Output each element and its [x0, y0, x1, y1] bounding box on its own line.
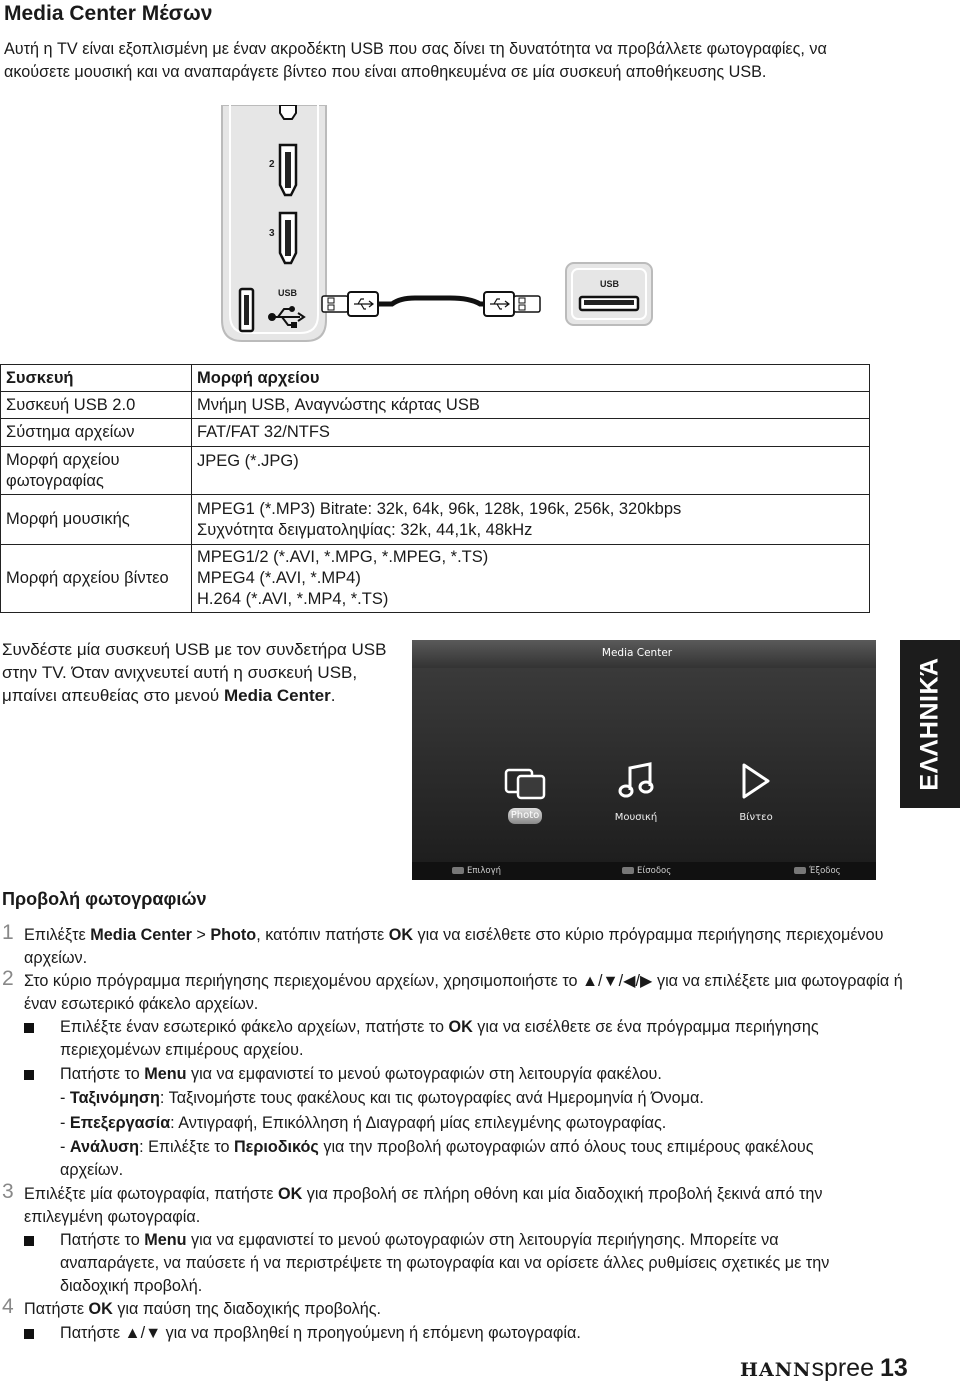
language-tab	[900, 640, 960, 808]
tv-side-panel	[222, 105, 326, 341]
text: : Ταξινομήστε τους φακέλους και τις φωτογραφίες ανά Ημερομηνία ή Όνομα.	[159, 1089, 704, 1107]
text: Πατήστε το	[60, 1231, 145, 1249]
intro-paragraph: Αυτή η TV είναι εξοπλισμένη με έναν ακροδέκτη USB που σας δίνει τη δυνατότητα να προβάλλετε φωτογραφίες, να ακούσετε μουσική και να αναπαράγετε βίντεο που είναι αποθηκευμένα σε μία συσκευή αποθήκευσης USB.	[4, 40, 827, 81]
mc-title: Media Center	[601, 647, 673, 659]
step-number: 3	[2, 1180, 14, 1203]
hdmi-port-2	[280, 145, 296, 195]
connect-paragraph	[2, 638, 397, 707]
text: -	[60, 1138, 70, 1156]
language-tab-label: ΕΛΛΗΝΙΚΆ	[915, 657, 944, 791]
usb-connection-diagram	[0, 105, 960, 345]
sub-item	[60, 1112, 840, 1135]
table-cell-label: Μορφή αρχείου βίντεο	[1, 545, 192, 613]
text: Στο κύριο πρόγραμμα περιήγησης περιεχομένου αρχείων, χρησιμοποιήστε το ▲/▼/◀/▶ για να επιλέξετε μια φωτογραφία ή έναν εσωτερικό φάκελο αρχείων.	[24, 972, 903, 1013]
arrow-key-icon	[452, 867, 464, 874]
table-cell-value: Μνήμη USB, Αναγνώστης κάρτας USB	[192, 392, 870, 419]
port-label-2: 2	[269, 159, 275, 170]
bullet-square-icon	[24, 1070, 34, 1080]
text: για να εμφανιστεί το μενού φωτογραφιών στη λειτουργία περιήγησης. Μπορείτε να αναπαράγετε, να παύσετε ή να περιστρέψετε τη φωτογραφία και να ορίσετε άλλες ρυθμίσεις σχετικές με την διαδοχική προβολή.	[60, 1231, 830, 1295]
media-center-screen	[412, 640, 876, 880]
value-line: MPEG4 (*.AVI, *.MP4)	[197, 569, 361, 587]
section-title: Προβολή φωτογραφιών	[2, 889, 207, 909]
text: για να εισέλθετε σε ένα πρόγραμμα περιήγησης περιεχομένων επιμέρους αρχείου.	[60, 1018, 819, 1059]
bold-text: Περιοδικός	[233, 1138, 319, 1156]
page-number: 13	[879, 1354, 908, 1382]
table-row	[1, 392, 870, 419]
table-cell-value	[192, 545, 870, 613]
bold-text: Media Center	[90, 926, 192, 944]
bold-text: OK	[277, 1185, 303, 1203]
text: Επιλέξτε	[24, 926, 91, 944]
text: για να εισέλθετε στο κύριο πρόγραμμα περιήγησης περιεχομένου αρχείων.	[24, 926, 884, 967]
brand-footer	[740, 1354, 908, 1383]
step-2	[2, 967, 904, 1016]
video-play-icon	[740, 762, 772, 800]
text: για να εμφανιστεί το μενού φωτογραφιών στη λειτουργία φακέλου.	[186, 1065, 662, 1083]
hdmi-port-3	[280, 213, 296, 263]
connect-text: Συνδέστε μία συσκευή USB με τον συνδετήρα USB στην TV. Όταν ανιχνευτεί αυτή η συσκευή USB, μπαίνει απευθείας στο μενού	[2, 640, 387, 705]
bold-text: OK	[388, 926, 414, 944]
usb-label-tv: USB	[278, 288, 298, 298]
table-cell-label: Σύστημα αρχείων	[1, 419, 192, 447]
text: : Επιλέξτε το	[139, 1138, 234, 1156]
text: -	[60, 1114, 70, 1132]
text: , κατόπιν πατήστε	[256, 926, 389, 944]
bold-text: Ανάλυση	[69, 1138, 140, 1156]
mc-header	[412, 640, 876, 668]
brand-logo-spree: spree	[811, 1354, 874, 1382]
bullet-item	[60, 1229, 880, 1298]
value-line: MPEG1 (*.MP3) Bitrate: 32k, 64k, 96k, 128k, 196k, 256k, 320kbps	[197, 499, 682, 518]
bold-text: Ταξινόμηση	[69, 1089, 160, 1107]
bullet-square-icon	[24, 1023, 34, 1033]
bold-text: Photo	[210, 926, 257, 944]
spec-table	[0, 364, 870, 613]
mc-footer-label: Είσοδος	[637, 866, 672, 876]
usb-device	[566, 263, 652, 325]
text: Επιλέξτε μία φωτογραφία, πατήστε	[24, 1185, 278, 1203]
connect-bold: Media Center	[223, 686, 331, 705]
mc-item-music[interactable]: Μουσική	[614, 812, 658, 823]
usb-cable	[322, 292, 540, 316]
text: για την προβολή φωτογραφιών από όλους τους επιμέρους φακέλους αρχείων.	[60, 1138, 814, 1179]
mc-footer-select	[452, 866, 501, 876]
text: >	[191, 926, 211, 944]
table-cell-label: Μορφή μουσικής	[1, 495, 192, 545]
mc-footer-label: Έξοδος	[809, 866, 841, 876]
value-line: H.264 (*.AVI, *.MP4, *.TS)	[197, 590, 389, 608]
table-header-cell: Μορφή αρχείου	[192, 365, 870, 392]
table-cell-value: FAT/FAT 32/NTFS	[192, 419, 870, 447]
table-row	[1, 447, 870, 495]
table-header-cell: Συσκευή	[1, 365, 192, 392]
text: Επιλέξτε έναν εσωτερικό φάκελο αρχείων, πατήστε το	[60, 1018, 449, 1036]
sub-item	[60, 1136, 840, 1182]
tv-usb-port	[240, 289, 253, 331]
bold-text: Menu	[144, 1065, 187, 1083]
table-header-row	[1, 365, 870, 392]
table-row	[1, 419, 870, 447]
bold-text: OK	[448, 1018, 473, 1036]
ok-key-icon	[622, 867, 634, 874]
sub-item	[60, 1087, 840, 1110]
hdmi-port-1	[280, 105, 296, 119]
mc-footer-exit	[794, 866, 841, 876]
table-row	[1, 495, 870, 545]
step-1	[2, 921, 904, 970]
bullet-square-icon	[24, 1236, 34, 1246]
text: Πατήστε	[24, 1300, 89, 1318]
text: για παύση της διαδοχικής προβολής.	[112, 1300, 382, 1318]
mc-item-photo[interactable]: Photo	[508, 808, 542, 824]
mc-footer-label: Επιλογή	[467, 866, 502, 876]
table-cell-label: Μορφή αρχείου φωτογραφίας	[1, 447, 192, 495]
step-number: 2	[2, 967, 14, 990]
music-note-icon	[618, 762, 654, 800]
table-cell-value	[192, 495, 870, 545]
page-title: Media Center Μέσων	[4, 2, 213, 25]
port-label-3: 3	[269, 228, 275, 239]
text: -	[60, 1089, 70, 1107]
text: : Αντιγραφή, Επικόλληση ή Διαγραφή μίας επιλεγμένης φωτογραφίας.	[170, 1114, 667, 1132]
step-4	[2, 1295, 904, 1321]
table-cell-value: JPEG (*.JPG)	[192, 447, 870, 495]
bullet-item	[60, 1063, 880, 1086]
bullet-item	[60, 1322, 880, 1345]
value-line: MPEG1/2 (*.AVI, *.MPG, *.MPEG, *.TS)	[197, 548, 489, 566]
mc-item-video[interactable]: Βίντεο	[739, 812, 773, 823]
brand-logo-hann: HANN	[740, 1359, 812, 1381]
step-number: 1	[2, 921, 14, 944]
table-cell-label: Συσκευή USB 2.0	[1, 392, 192, 419]
exit-key-icon	[794, 867, 806, 874]
bold-text: Επεξεργασία	[69, 1114, 171, 1132]
photo-icon	[504, 766, 546, 802]
step-number: 4	[2, 1295, 14, 1318]
table-row	[1, 545, 870, 613]
mc-body	[412, 668, 876, 863]
connect-end: .	[330, 686, 336, 705]
value-line: Συχνότητα δειγματοληψίας: 32k, 44,1k, 48kHz	[197, 520, 533, 539]
text: Πατήστε το	[60, 1065, 145, 1083]
mc-footer-enter	[622, 866, 671, 876]
step-3	[2, 1180, 904, 1229]
usb-label-device: USB	[600, 279, 620, 289]
text: Πατήστε ▲/▼ για να προβληθεί η προηγούμενη ή επόμενη φωτογραφία.	[60, 1324, 581, 1342]
mc-footer	[412, 862, 876, 880]
text: για προβολή σε πλήρη οθόνη και μία διαδοχική προβολή ξεκινά από την επιλεγμένη φωτογραφία.	[24, 1185, 823, 1226]
bullet-square-icon	[24, 1329, 34, 1339]
bold-text: Menu	[144, 1231, 187, 1249]
bold-text: OK	[88, 1300, 113, 1318]
bullet-item	[60, 1016, 880, 1062]
